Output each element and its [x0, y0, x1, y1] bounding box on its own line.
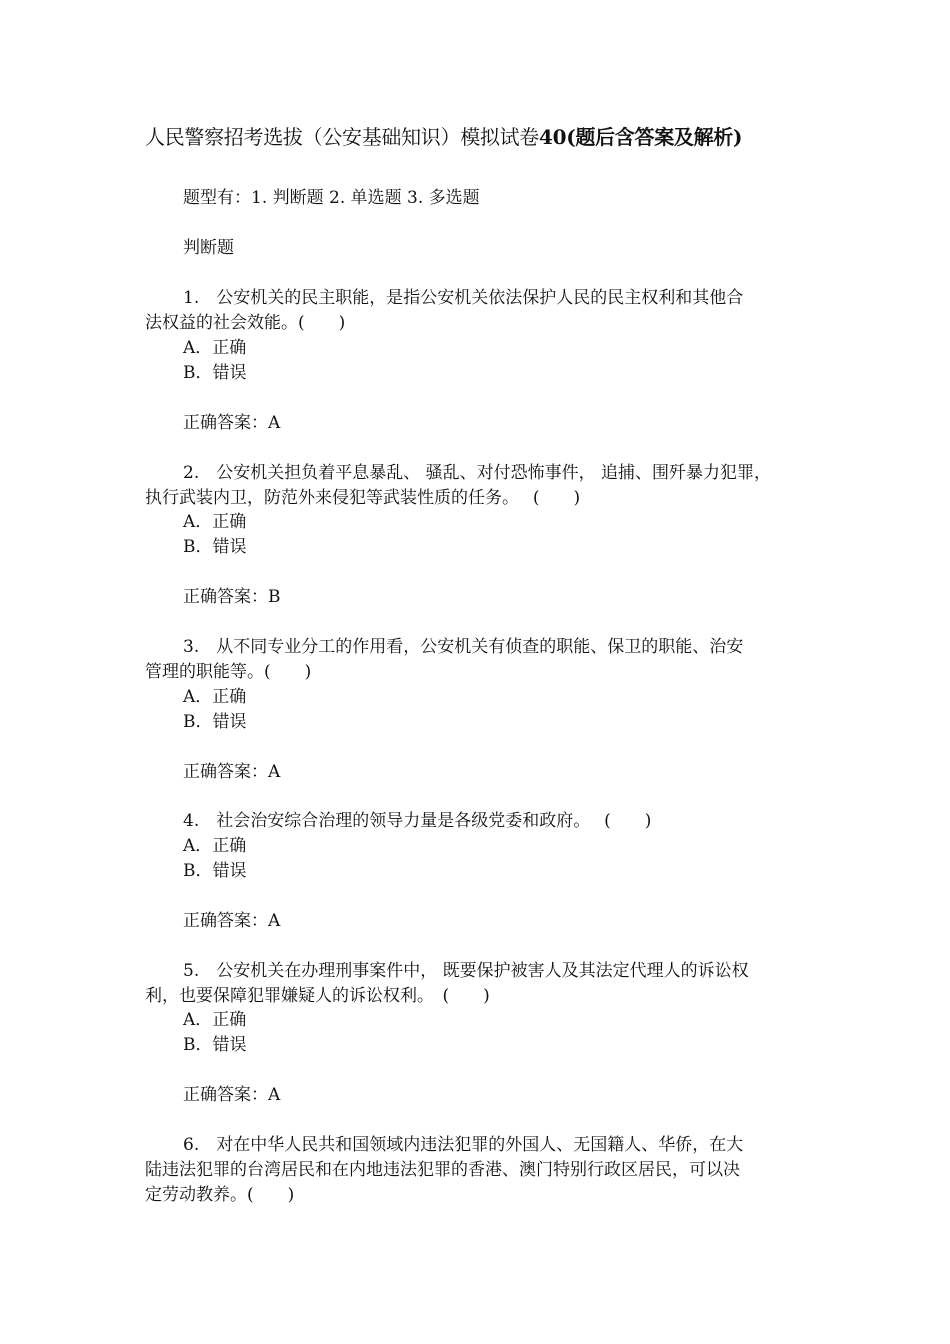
question-5-line-1: 5. 公安机关在办理刑事案件中， 既要保护被害人及其法定代理人的诉讼权	[183, 961, 749, 981]
question-4-option-a: A．正确	[183, 836, 247, 856]
question-5-option-b: B．错误	[183, 1035, 247, 1055]
title-prefix: 人民警察招考选拔（公安基础知识）模拟试卷	[145, 125, 539, 149]
title-number: 40	[539, 125, 567, 149]
question-2-option-b: B．错误	[183, 537, 247, 557]
question-3-option-b: B．错误	[183, 712, 247, 732]
question-1-line-1: 1. 公安机关的民主职能，是指公安机关依法保护人民的民主权利和其他合	[183, 288, 744, 308]
question-3-line-1: 3. 从不同专业分工的作用看，公安机关有侦查的职能、保卫的职能、治安	[183, 637, 744, 657]
question-1-option-b: B．错误	[183, 363, 247, 383]
question-5-answer: 正确答案：A	[183, 1085, 281, 1105]
question-3	[145, 635, 810, 685]
section-heading: 判断题	[183, 238, 234, 258]
question-4	[145, 809, 810, 834]
question-6-line-2: 陆违法犯罪的台湾居民和在内地违法犯罪的香港、澳门特别行政区居民，可以决	[145, 1160, 740, 1180]
question-4-answer: 正确答案：A	[183, 911, 281, 931]
document-title	[145, 124, 815, 150]
question-types-line: 题型有：1. 判断题 2. 单选题 3. 多选题	[183, 188, 480, 208]
question-1-line-2: 法权益的社会效能。( )	[145, 313, 346, 333]
question-3-answer: 正确答案：A	[183, 762, 281, 782]
question-6	[145, 1133, 810, 1208]
question-1-answer: 正确答案：A	[183, 413, 281, 433]
question-5	[145, 959, 810, 1009]
question-5-option-a: A．正确	[183, 1010, 247, 1030]
question-3-option-a: A．正确	[183, 687, 247, 707]
question-2-answer: 正确答案：B	[183, 587, 281, 607]
question-2-line-1: 2. 公安机关担负着平息暴乱、 骚乱、对付恐怖事件， 追捕、围歼暴力犯罪，	[183, 463, 772, 483]
question-1-option-a: A．正确	[183, 338, 247, 358]
question-2-line-2: 执行武装内卫，防范外来侵犯等武装性质的任务。 ( )	[145, 488, 581, 508]
question-6-line-1: 6. 对在中华人民共和国领域内违法犯罪的外国人、无国籍人、华侨，在大	[183, 1135, 744, 1155]
question-3-line-2: 管理的职能等。( )	[145, 662, 312, 682]
question-5-line-2: 利，也要保障犯罪嫌疑人的诉讼权利。 ( )	[145, 986, 490, 1006]
question-6-line-3: 定劳动教养。( )	[145, 1185, 295, 1205]
question-2-option-a: A．正确	[183, 512, 247, 532]
question-4-option-b: B．错误	[183, 861, 247, 881]
question-4-line-1: 4. 社会治安综合治理的领导力量是各级党委和政府。 ( )	[183, 811, 652, 831]
question-1	[145, 286, 810, 336]
title-suffix: (题后含答案及解析)	[566, 125, 743, 149]
question-2	[145, 461, 810, 511]
